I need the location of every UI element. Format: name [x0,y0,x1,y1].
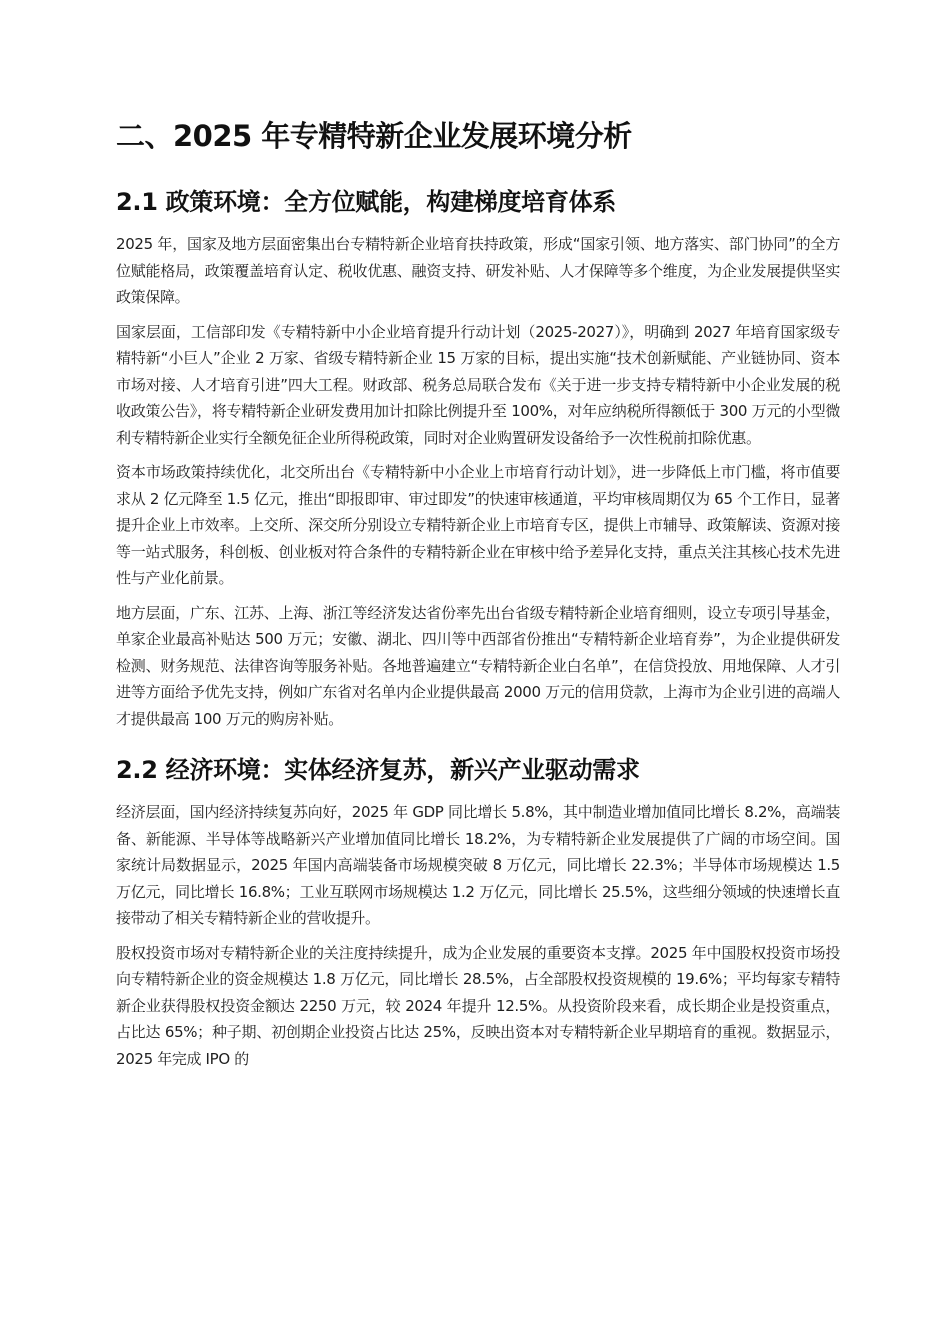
section-title-policy: 2.1 政策环境：全方位赋能，构建梯度培育体系 [116,188,616,216]
page-content [116,112,840,1080]
paragraph-policy-overview: 2025 年，国家及地方层面密集出台专精特新企业培育扶持政策，形成“国家引领、地方落实、部门协同”的全方位赋能格局，政策覆盖培育认定、税收优惠、融资支持、研发补贴、人才保障等多个维度，为企业发展提供坚实政策保障。 [116,235,840,306]
section-title-economy: 2.2 经济环境：实体经济复苏，新兴产业驱动需求 [116,756,640,784]
paragraph-local-policy: 地方层面，广东、江苏、上海、浙江等经济发达省份率先出台省级专精特新企业培育细则，设立专项引导基金，单家企业最高补贴达 500 万元；安徽、湖北、四川等中西部省份推出“专精特新企业培育券”，为企业提供研发检测、财务规范、法律咨询等服务补贴。各地普遍建立“专精特新企业白名单”，在信贷投放、用地保障、人才引进等方面给予优先支持，例如广东省对名单内企业提供最高 2000 万元的信用贷款，上海市为企业引进的高端人才提供最高 100 万元的购房补贴。 [116,603,840,728]
paragraph-equity-investment: 股权投资市场对专精特新企业的关注度持续提升，成为企业发展的重要资本支撑。2025 年中国股权投资市场投向专精特新企业的资金规模达 1.8 万亿元，同比增长 28.5%，占全部股权投资规模的 19.6%；平均每家专精特新企业获得股权投资金额达 2250 万元，较 2024 年提升 12.5%。从投资阶段来看，成长期企业是投资重点，占比达 65%；种子期、初创期企业投资占比达 25%，反映出资本对专精特新企业早期培育的重视。数据显示，2025 年完成 IPO 的 [116,943,840,1068]
paragraph-economy-overview: 经济层面，国内经济持续复苏向好，2025 年 GDP 同比增长 5.8%，其中制造业增加值同比增长 8.2%，高端装备、新能源、半导体等战略新兴产业增加值同比增长 18.2%，为专精特新企业发展提供了广阔的市场空间。国家统计局数据显示，2025 年国内高端装备市场规模突破 8 万亿元，同比增长 22.3%；半导体市场规模达 1.5 万亿元，同比增长 16.8%；工业互联网市场规模达 1.2 万亿元，同比增长 25.5%，这些细分领域的快速增长直接带动了相关专精特新企业的营收提升。 [116,803,840,927]
chapter-title: 二、2025 年专精特新企业发展环境分析 [116,119,632,153]
paragraph-capital-market-policy: 资本市场政策持续优化，北交所出台《专精特新中小企业上市培育行动计划》，进一步降低上市门槛，将市值要求从 2 亿元降至 1.5 亿元，推出“即报即审、审过即发”的快速审核通道，平均审核周期仅为 65 个工作日，显著提升企业上市效率。上交所、深交所分别设立专精特新企业上市培育专区，提供上市辅导、政策解读、资源对接等一站式服务，科创板、创业板对符合条件的专精特新企业在审核中给予差异化支持，重点关注其核心技术先进性与产业化前景。 [116,463,840,587]
paragraph-national-policy: 国家层面，工信部印发《专精特新中小企业培育提升行动计划（2025-2027）》，明确到 2027 年培育国家级专精特新“小巨人”企业 2 万家、省级专精特新企业 15 万家的目标，提出实施“技术创新赋能、产业链协同、资本市场对接、人才培育引进”四大工程。财政部、税务总局联合发布《关于进一步支持专精特新中小企业发展的税收政策公告》，将专精特新企业研发费用加计扣除比例提升至 100%，对年应纳税所得额低于 300 万元的小型微利专精特新企业实行全额免征企业所得税政策，同时对企业购置研发设备给予一次性税前扣除优惠。 [116,322,840,447]
